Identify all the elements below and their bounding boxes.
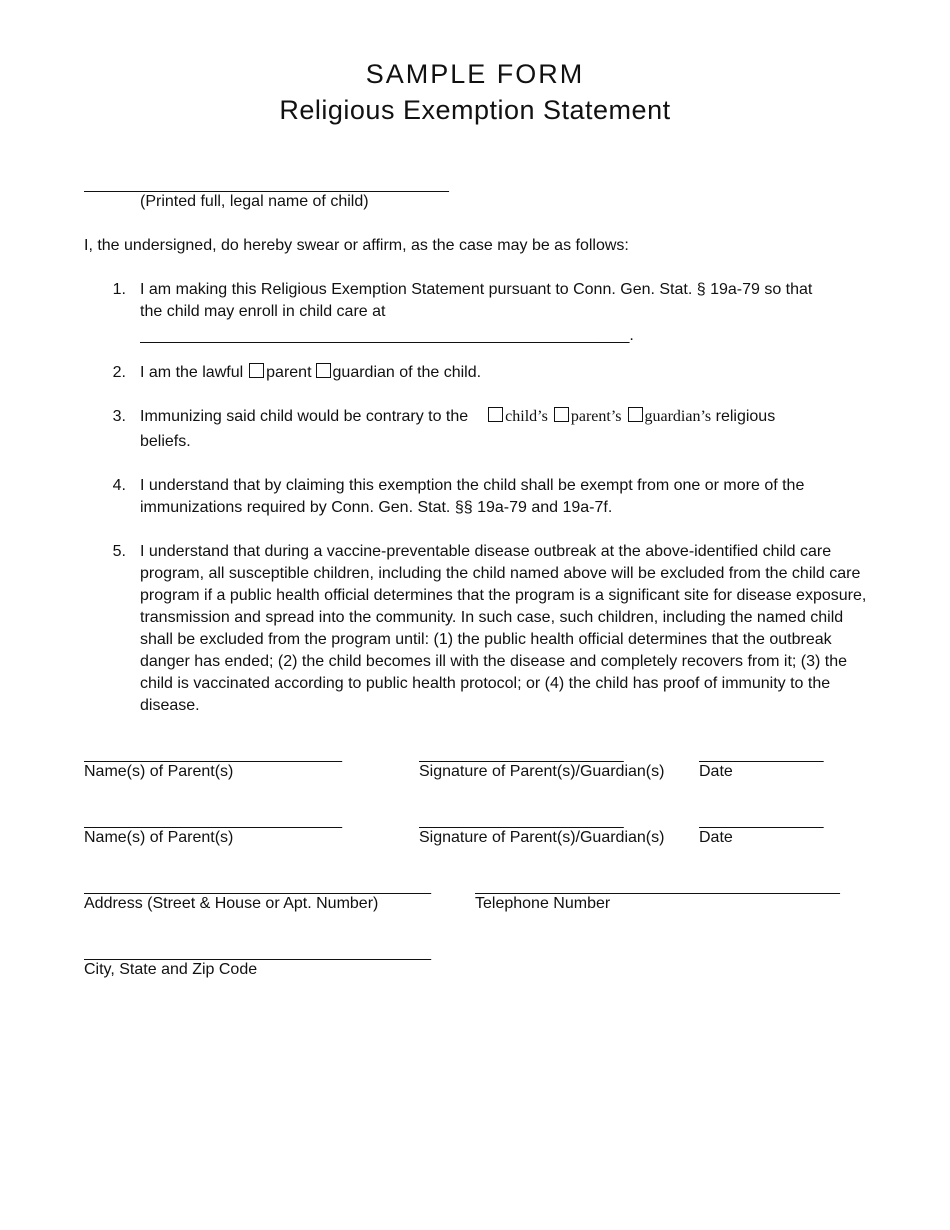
address-line[interactable]: _______________________________________ — [84, 878, 432, 895]
item-5-text: I understand that during a vaccine-preventable disease outbreak at the above-identified child care program, all susceptible children, including the child named above will be excluded from the child care program if a public health official determines that the program is a significant site for disease exposure, transmission and spread into the community. In such case, such children, including the named child shall be excluded from the program until: (1) the public health official determines that the outbreak danger has ended; (2) the child becomes ill with the disease and completely recovers from it; (3) the child is vaccinated according to public health protocol; or (4) the child has proof of immunity to the disease. — [140, 543, 867, 714]
item-3-line2: beliefs. — [140, 433, 191, 450]
city-label: City, State and Zip Code — [84, 961, 258, 978]
item-2-number: 2. — [112, 364, 126, 381]
guardian-option-label: guardian of the child. — [332, 364, 482, 381]
telephone-line[interactable]: _________________________________________ — [475, 878, 840, 895]
intro-text: I, the undersigned, do hereby swear or affirm, as the case may be as follows: — [84, 237, 629, 254]
item-3-suffix: religious — [715, 408, 776, 425]
item-1-line2: the child may enroll in child care at — [140, 303, 386, 320]
signature-label-2: Signature of Parent(s)/Guardian(s) — [419, 829, 665, 846]
form-subtitle: Religious Exemption Statement — [279, 95, 671, 125]
item-3-prefix: Immunizing said child would be contrary to the — [140, 408, 469, 425]
child-name-line[interactable]: _________________________________________ — [84, 176, 449, 193]
address-label: Address (Street & House or Apt. Number) — [84, 895, 379, 912]
item-4-text: I understand that by claiming this exemption the child shall be exempt from one or more of the immunizations required by Conn. Gen. Stat. §§ 19a-79 and 19a-7f. — [140, 477, 805, 516]
item-5-number: 5. — [112, 543, 126, 560]
item-3-text — [140, 406, 775, 428]
guardian-beliefs-label: guardian’s — [644, 408, 712, 425]
child-name-label: (Printed full, legal name of child) — [140, 193, 369, 210]
telephone-label: Telephone Number — [475, 895, 611, 912]
parent-beliefs-checkbox[interactable] — [554, 407, 569, 422]
parent-name-line-1[interactable]: _____________________________ — [84, 746, 343, 763]
child-beliefs-label: child’s — [505, 408, 548, 425]
item-3-number: 3. — [112, 408, 126, 425]
form-title: SAMPLE FORM — [365, 59, 585, 89]
signature-label-1: Signature of Parent(s)/Guardian(s) — [419, 763, 665, 780]
item-4-number: 4. — [112, 477, 126, 494]
parent-option-label: parent — [266, 364, 312, 381]
date-label-2: Date — [699, 829, 733, 846]
item-1-number: 1. — [112, 281, 126, 298]
parent-name-line-2[interactable]: _____________________________ — [84, 812, 343, 829]
guardian-beliefs-checkbox[interactable] — [628, 407, 643, 422]
signature-line-2[interactable]: _______________________ — [419, 812, 624, 829]
city-line[interactable]: _______________________________________ — [84, 944, 432, 961]
signature-line-1[interactable]: _______________________ — [419, 746, 624, 763]
item-2-text — [140, 362, 481, 384]
parent-name-label-1: Name(s) of Parent(s) — [84, 763, 234, 780]
item-1-line1: I am making this Religious Exemption Statement pursuant to Conn. Gen. Stat. § 19a-79 so that — [140, 281, 813, 298]
item-2-prefix: I am the lawful — [140, 364, 244, 381]
date-line-2[interactable]: ______________ — [699, 812, 824, 829]
child-beliefs-checkbox[interactable] — [488, 407, 503, 422]
guardian-checkbox[interactable] — [316, 363, 331, 378]
parent-name-label-2: Name(s) of Parent(s) — [84, 829, 234, 846]
parent-beliefs-label: parent’s — [570, 408, 622, 425]
item-1-text — [140, 279, 870, 323]
date-line-1[interactable]: ______________ — [699, 746, 824, 763]
date-label-1: Date — [699, 763, 733, 780]
child-care-blank[interactable]: _______________________________________________________. — [140, 327, 634, 344]
parent-checkbox[interactable] — [249, 363, 264, 378]
